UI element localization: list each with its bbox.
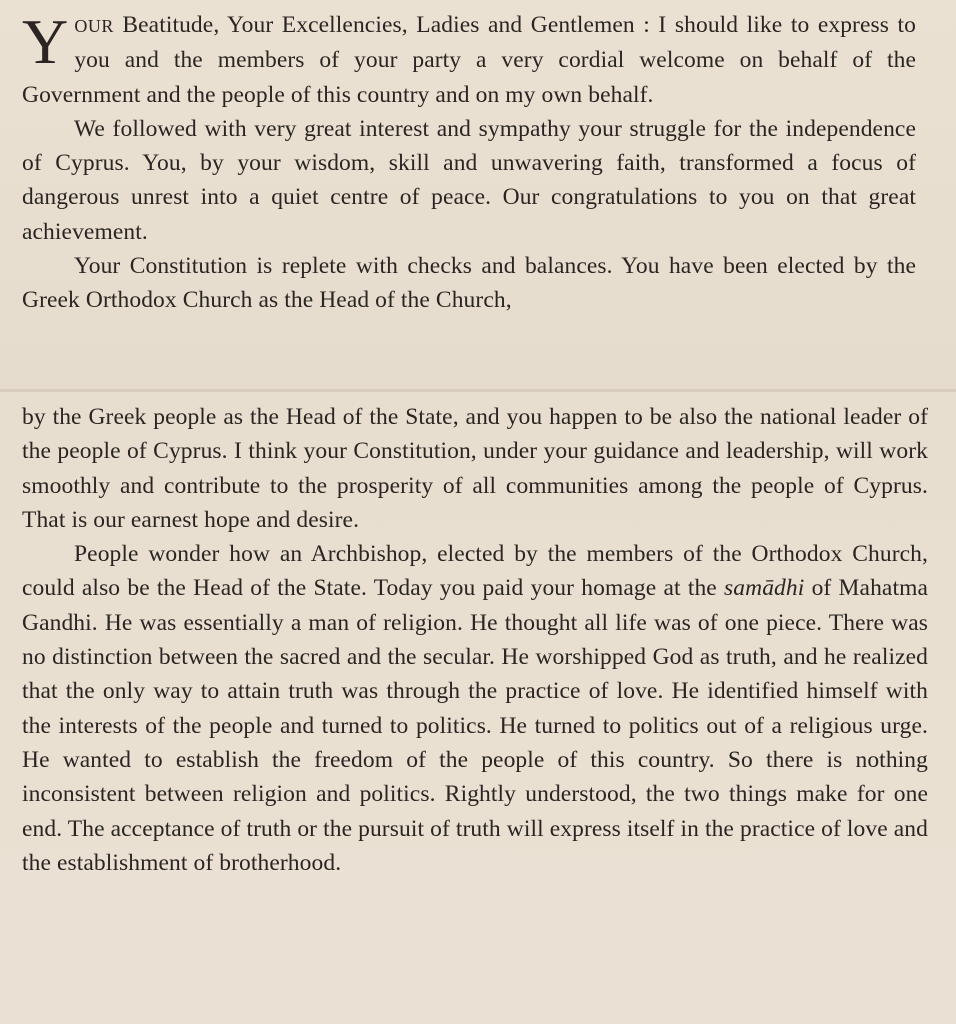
drop-cap: Y — [22, 6, 69, 77]
paragraph-cyprus-struggle: We followed with very great interest and sympathy your struggle for the independence of Cyprus. You, by your wisdom, skill and unwavering faith, transformed a focus of dangerous unrest into a quiet centre of peace. Our congratulations to you on that great achievement. — [22, 115, 916, 245]
italic-term: samādhi — [724, 575, 805, 602]
paragraph-continuation: by the Greek people as the Head of the State, and you happen to be also the national leader of the people of Cyprus. I think your Constitution, under your guidance and leadership, will work smoothly and contribute to the prosperity of all communities among the people of Cyprus. That is our earnest hope and desire. — [22, 404, 928, 533]
paragraph-opening-text: Beatitude, Your Excellencies, Ladies and Gentlemen : I should like to express to you and the members of your party a very cordial welcome on behalf of the Government and the people of this country and on my own behalf. — [22, 12, 916, 108]
paragraph-opening — [22, 8, 916, 112]
text-fragment-bottom — [0, 392, 956, 1024]
paragraph-gandhi — [22, 537, 928, 880]
paragraph-gandhi-before: People wonder how an Archbishop, elected by the members of the Orthodox Church, could also be the Head of the State. Today you paid your homage at the — [22, 541, 928, 602]
small-caps-lead: OUR — [74, 16, 114, 36]
paragraph-gandhi-after: of Mahatma Gandhi. He was essentially a man of religion. He thought all life was of one piece. There was no distinction between the sacred and the secular. He worshipped God as truth, and he realized that the only way to attain truth was through the practice of love. He identified himself with the interests of the people and turned to politics. He turned to politics out of a religious urge. He wanted to establish the freedom of the people of this country. So there is nothing inconsistent between religion and politics. Rightly understood, the two things make for one end. The acceptance of truth or the pursuit of truth will express itself in the practice of love and the establishment of brotherhood. — [22, 575, 929, 876]
paragraph-constitution: Your Constitution is replete with checks and balances. You have been elected by the Greek Orthodox Church as the Head of the Church, — [22, 253, 916, 314]
text-fragment-top — [0, 0, 956, 390]
